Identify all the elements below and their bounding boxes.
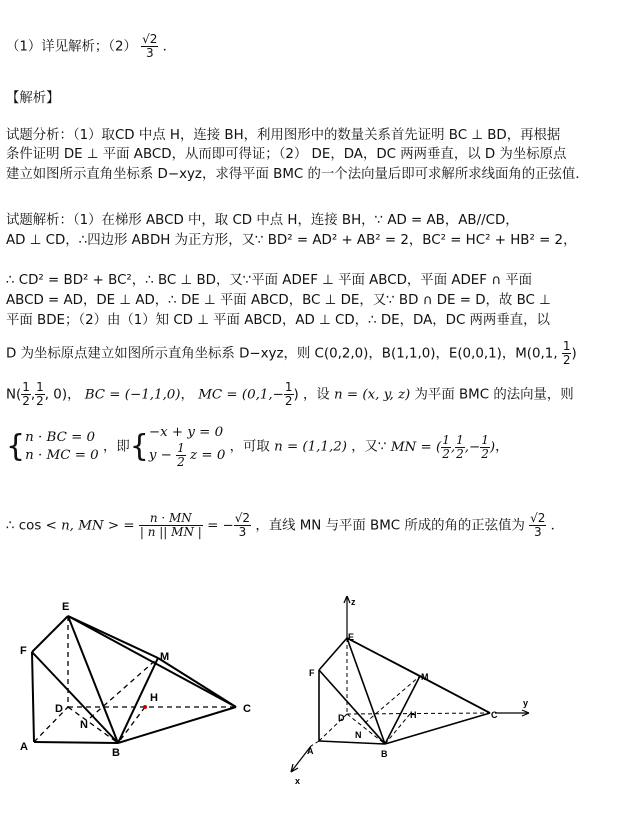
fig1-label-d: D bbox=[55, 703, 63, 715]
fig1-label-n: N bbox=[80, 719, 88, 731]
solution-line-8: { n · BC = 0 n · MC = 0 ，即{ −x + y = 0 y − $\frac{1}{2}$ z = 0 ，可取 n = (1,1,2) ，又∵ MN = ( $\frac{1}{2}$ , $\frac{1}{2}$ ,− $\frac{1}{2}$ )， bbox=[6, 425, 509, 469]
fig2-label-b: B bbox=[381, 749, 388, 759]
n-point-close: , 0) bbox=[44, 387, 68, 403]
mc-vector: MC = (0,1,− bbox=[198, 387, 284, 403]
cos-value: = − bbox=[207, 518, 234, 534]
system-2 bbox=[149, 424, 226, 469]
mc-z-fraction bbox=[284, 381, 294, 408]
sys2a: −x + y = 0 bbox=[148, 425, 224, 440]
answer-part1: （1）详见解析；（2） bbox=[6, 39, 137, 55]
set-text: ，设 bbox=[303, 387, 330, 403]
solution-line-5: 平面 BDE；（2）由（1）知 CD ⊥ 平面 ABCD，AD ⊥ CD，∴ DE，DA，DC 两两垂直，以 bbox=[6, 313, 550, 328]
final-fraction: $\frac{√2}{3}$ bbox=[530, 511, 546, 539]
section-heading: 【解析】 bbox=[6, 91, 60, 106]
frac-den: 2 bbox=[284, 394, 293, 408]
solution-line-7: N( $\frac{1}{2}$ , $\frac{1}{2}$ , 0)， BC = (−1,1,0)， MC = (0,1,− $\frac{1}{2}$ ) ，设 n = (x, y, z) 为平面 BMC 的法向量，则 bbox=[6, 380, 574, 408]
cos-fraction bbox=[139, 512, 203, 539]
solution-line-3: ∴ CD² = BD² + BC²，∴ BC ⊥ BD，又∵平面 ADEF ⊥ 平面 ABCD，平面 ADEF ∩ 平面 bbox=[6, 273, 533, 288]
sys1b: n · MC = 0 bbox=[25, 447, 99, 463]
sys1a: n · BC = 0 bbox=[25, 429, 96, 445]
fig1-label-c: C bbox=[243, 703, 251, 715]
fig2-label-x: x bbox=[295, 776, 301, 786]
fig2-label-n: N bbox=[355, 730, 362, 740]
frac-den: 2 bbox=[22, 394, 30, 408]
answer-denominator: 3 bbox=[145, 46, 154, 60]
ie-text: ，即 bbox=[102, 439, 130, 455]
fig2-label-h: H bbox=[410, 710, 417, 720]
conclusion-text: ，直线 MN 与平面 BMC 所成的角的正弦值为 bbox=[255, 518, 525, 534]
figure-1-labels bbox=[20, 601, 251, 759]
answer-numerator: √2 bbox=[142, 32, 158, 46]
fig1-label-f: F bbox=[20, 645, 27, 657]
answer-line bbox=[6, 33, 176, 60]
cos-denominator: | n || MN | bbox=[139, 525, 202, 539]
take-text: ，可取 bbox=[229, 439, 270, 455]
bc-vector: BC = (−1,1,0) bbox=[84, 387, 181, 403]
mn-vector: MN = ( $\frac{1}{2}$ , $\frac{1}{2}$ ,− $\frac{1}{2}$ ) bbox=[390, 432, 496, 461]
figure-2-coordinate-solid bbox=[285, 588, 545, 788]
n-point-open: N( bbox=[6, 387, 22, 403]
analysis-line-2: 条件证明 DE ⊥ 平面 ABCD，从而即可得证；（2） DE，DA，DC 两两垂直，以 D 为坐标原点 bbox=[6, 147, 567, 162]
cos-numerator: n · MN bbox=[139, 512, 203, 526]
cos-prefix: ∴ cos < bbox=[6, 518, 57, 534]
n-value: n = (1,1,2) bbox=[274, 439, 347, 455]
fig2-label-y: y bbox=[523, 698, 529, 708]
normal-text: 为平面 BMC 的法向量，则 bbox=[414, 387, 574, 403]
frac-num: 1 bbox=[22, 380, 30, 394]
cos-result-fraction: $\frac{√2}{3}$ bbox=[234, 511, 251, 539]
frac-num: 1 bbox=[36, 380, 44, 394]
solution-line-4: ABCD = AD，DE ⊥ AD，∴ DE ⊥ 平面 ABCD，BC ⊥ DE，又∵ BD ∩ DE = D，故 BC ⊥ bbox=[6, 293, 551, 308]
cos-lhs: n, MN > = bbox=[61, 518, 135, 534]
n-definition: n = (x, y, z) bbox=[334, 387, 411, 403]
analysis-line-1: 试题分析：（1）取CD 中点 H，连接 BH，利用图形中的数量关系首先证明 BC ⊥ BD，再根据 bbox=[6, 128, 561, 143]
sys2b: y − $\frac{1}{2}$ z = 0 bbox=[148, 441, 226, 469]
frac-num: 1 bbox=[284, 380, 293, 394]
figure-1-solid bbox=[0, 590, 300, 780]
system-1 bbox=[25, 429, 99, 465]
n-y-fraction bbox=[35, 381, 45, 408]
solution-line-2: AD ⊥ CD，∴四边形 ABDH 为正方形，又∵ BD² = AD² + AB² = 2，BC² = HC² + HB² = 2， bbox=[6, 233, 577, 248]
fig2-label-a: A bbox=[307, 746, 314, 756]
fig1-label-e: E bbox=[62, 601, 70, 613]
fig1-label-b: B bbox=[112, 747, 120, 759]
fig1-label-h: H bbox=[150, 692, 158, 704]
frac-num: 1 bbox=[562, 339, 571, 353]
answer-end: ． bbox=[162, 39, 177, 55]
solution-line-1: 试题解析：（1）在梯形 ABCD 中，取 CD 中点 H，连接 BH，∵ AD = AB，AB//CD， bbox=[6, 213, 519, 228]
solution-line-9: ∴ cos < n, MN > = $\frac{n \cdot MN}{| n || MN |}$ = − $\frac{√2}{3}$ ，直线 MN 与平面 BMC 所成的角的正弦值为 $\frac{√2}{3}$ ． bbox=[6, 511, 565, 539]
fig2-label-e: E bbox=[348, 632, 355, 642]
fig2-label-f: F bbox=[309, 668, 315, 678]
coords-text: D 为坐标原点建立如图所示直角坐标系 D−xyz，则 C(0,2,0)，B(1,1,0)，E(0,0,1)，M(0,1, bbox=[6, 346, 558, 362]
analysis-line-3: 建立如图所示直角坐标系 D−xyz，求得平面 BMC 的一个法向量后即可求解所求线面角的正弦值． bbox=[6, 167, 589, 182]
n-x-fraction bbox=[21, 381, 31, 408]
frac-den: 2 bbox=[562, 353, 571, 367]
fig2-label-z: z bbox=[351, 597, 356, 607]
also-text: ，又∵ bbox=[351, 439, 387, 455]
fig2-label-m: M bbox=[421, 672, 429, 682]
fig2-label-d: D bbox=[338, 713, 345, 723]
fig1-label-a: A bbox=[20, 741, 28, 753]
answer-fraction bbox=[141, 33, 158, 60]
fig1-label-m: M bbox=[160, 651, 170, 663]
fig2-label-c: C bbox=[491, 710, 498, 720]
solution-line-6: D 为坐标原点建立如图所示直角坐标系 D−xyz，则 C(0,2,0)，B(1,1,0)，E(0,0,1)，M(0,1, $\frac{1}{2}$ ) bbox=[6, 339, 577, 367]
frac-den: 2 bbox=[36, 394, 44, 408]
